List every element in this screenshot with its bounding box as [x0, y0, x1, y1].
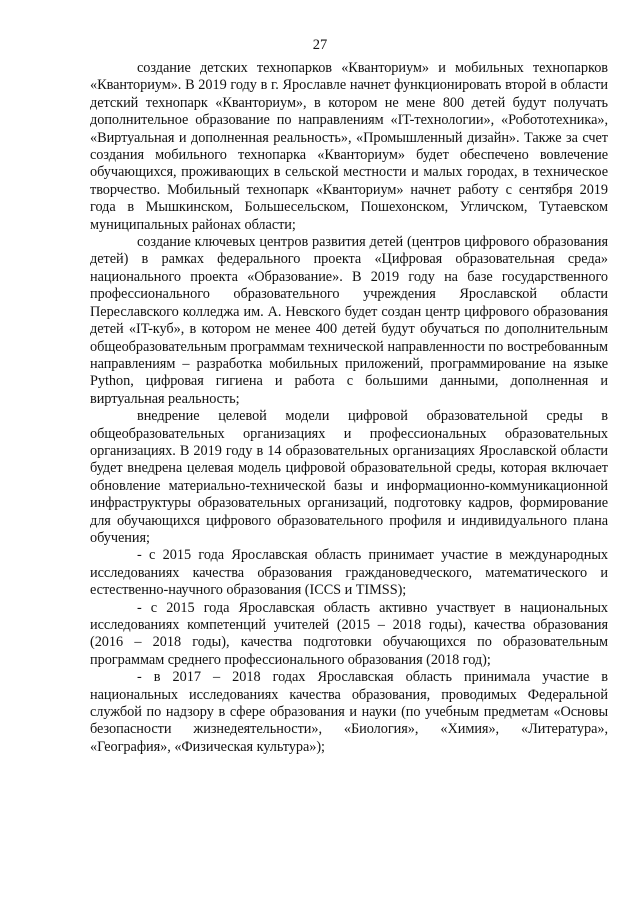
document-body	[90, 60, 608, 756]
paragraph-it-cube: создание ключевых центров развития детей (центров цифрового образования детей) в рамках федерального проекта «Цифровая образовательная среда» национального проекта «Образование». В 2019 году на базе государственного профессионального образовательного учреждения Ярославской области Переславского колледжа им. А. Невского будет создан центр цифрового образования детей «IT-куб», в котором не менее 400 детей будут обучаться по дополнительным общеобразовательным программам технической направленности по востребованным направлениям – разработка мобильных приложений, программирование на языке Python, цифровая гигиена и работа с большими данными, дополненная и виртуальная реальность;	[90, 234, 608, 407]
paragraph-kvantorium: создание детских технопарков «Кванториум» и мобильных технопарков «Кванториум». В 2019 году в г. Ярославле начнет функционировать второй в области детский технопарк «Кванториум», в котором не мене 800 детей будут получать дополнительное образование по направлениям «IT-технологии», «Робототехника», «Виртуальная и дополненная реальность», «Промышленный дизайн». Также за счет создания мобильного технопарка «Кванториум» будет обеспечено вовлечение обучающихся, проживающих в сельской местности и малых городах, в техническое творчество. Мобильный технопарк «Кванториум» начнет работу с сентября 2019 года в Мышкинском, Большесельском, Пошехонском, Угличском, Тутаевском муниципальных районах области;	[90, 60, 608, 233]
paragraph-international-studies: - с 2015 года Ярославская область принимает участие в международных исследованиях качества образования граждановедческого, математического и естественно-научного образования (ICCS и TIMSS);	[90, 547, 608, 599]
paragraph-quality-studies: - в 2017 – 2018 годах Ярославская область принимала участие в национальных исследованиях качества образования, проводимых Федеральной службой по надзору в сфере образования и науки (по учебным предметам «Основы безопасности жизнедеятельности», «Биология», «Химия», «Литература», «География», «Физическая культура»);	[90, 669, 608, 755]
paragraph-digital-environment: внедрение целевой модели цифровой образовательной среды в общеобразовательных организациях и профессиональных образовательных организациях. В 2019 году в 14 образовательных организациях Ярославской области будет внедрена целевая модель цифровой образовательной среды, которая включает обновление материально-технической базы и информационно-коммуникационной инфраструктуры образовательных организаций, подготовку кадров, формирование для обучающихся цифрового образовательного профиля и индивидуального плана обучения;	[90, 408, 608, 546]
paragraph-national-studies: - с 2015 года Ярославская область активно участвует в национальных исследованиях компетенций учителей (2015 – 2018 годы), качества образования (2016 – 2018 годы), качества подготовки обучающихся по образовательным программам среднего профессионального образования (2018 год);	[90, 599, 608, 668]
page-number: 27	[312, 37, 328, 53]
